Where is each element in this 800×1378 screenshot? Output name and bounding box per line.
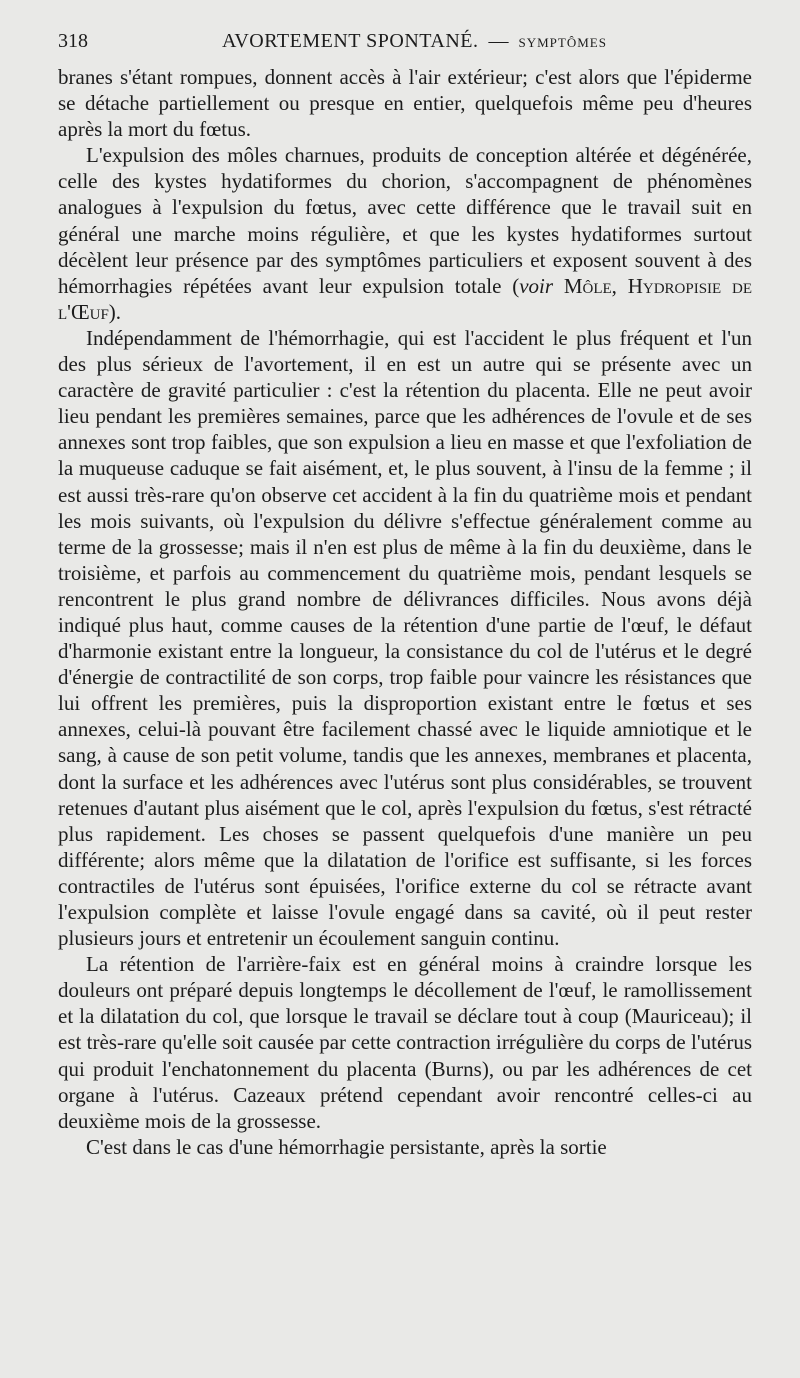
header-separator: — <box>488 30 509 52</box>
running-section: SYMPTÔMES <box>518 35 607 50</box>
page-body <box>58 64 752 1160</box>
cross-reference-voir: voir <box>519 273 554 298</box>
paragraph-continuation: branes s'étant rompues, donnent accès à l'air extérieur; c'est alors que l'épiderme se détache partiellement ou presque en entier, quelquefois même peu d'heures après la mort du fœtus. <box>58 65 752 142</box>
paragraph-retention-placenta: Indépendamment de l'hémorrhagie, qui est l'accident le plus fréquent et l'un des plus sérieux de l'avortement, il en est un autre qui se présente avec un caractère de gravité particulier : c'est la rétention du placenta. Elle ne peut avoir lieu pendant les premières semaines, parce que les adhérences de l'ovule et de ses annexes sont trop faibles, que son expulsion a lieu en masse et que l'exfoliation de la muqueuse caduque se fait aisément, et, le plus souvent, à l'insu de la femme ; il est aussi très-rare qu'on observe cet accident à la fin du quatrième mois et pendant les mois suivants, où l'expulsion du délivre s'effectue généralement comme au terme de la grossesse; mais il n'en est plus de même à la fin du deuxième, dans le troisième, et parfois au commencement du quatrième mois, pendant lesquels se rencontrent le plus grand nombre de délivrances difficiles. Nous avons déjà indiqué plus haut, comme causes de la rétention d'une partie de l'œuf, le défaut d'harmonie existant entre la longueur, la consistance du col de l'utérus et le degré d'énergie de contractilité de son corps, trop faible pour vaincre les résistances que lui offrent les premières, puis la disproportion existant entre le fœtus et ses annexes, celui-là pouvant être facilement chassé avec le liquide amniotique et le sang, à cause de son petit volume, tandis que les annexes, membranes et placenta, dont la surface et les adhérences avec l'utérus sont plus considérables, se trouvent retenues d'autant plus aisément que le col, après l'expulsion du fœtus, s'est rétracté plus rapidement. Les choses se passent quelquefois d'une manière un peu différente; alors même que la dilatation de l'orifice est suffisante, si les forces contractiles de l'utérus sont épuisées, l'orifice externe du col se rétracte avant l'expulsion complète et laisse l'ovule engagé dans sa cavité, où il peut rester plusieurs jours et entretenir un écoulement sanguin continu. <box>58 325 752 951</box>
cross-reference-target: Môle, Hydropisie de l'Œuf <box>58 273 752 324</box>
paragraph-moles <box>58 142 752 325</box>
paragraph-moles-text: L'expulsion des môles charnues, produits de conception altérée et dégénérée, celle des kystes hydatiformes du chorion, s'accompagnent de phénomènes analogues à l'expulsion du fœtus, avec cette différence que le travail suit en général une marche moins régulière, et que les kystes hydatiformes surtout décèlent leur présence par des symptômes particuliers et exposent souvent à des hémorrhagies répétées avant leur expulsion totale ( <box>58 143 752 298</box>
running-title: AVORTEMENT SPONTANÉ. <box>222 30 479 52</box>
paragraph-arriere-faix: La rétention de l'arrière-faix est en général moins à craindre lorsque les douleurs ont préparé depuis longtemps le décollement de l'œuf, le ramollissement et la dilatation du col, que lorsque le travail se déclare tout à coup (Mauriceau); il est très-rare qu'elle soit causée par cette contraction irrégulière du corps de l'utérus qui produit l'enchatonnement du placenta (Burns), ou par les adhérences de cet organe à l'utérus. Cazeaux prétend cependant avoir rencontré celles-ci au deuxième mois de la grossesse. <box>58 952 752 1133</box>
paragraph-moles-end: ). <box>108 299 122 324</box>
running-header <box>58 30 752 64</box>
page-number: 318 <box>58 30 88 52</box>
paragraph-hemorrhagie: C'est dans le cas d'une hémorrhagie persistante, après la sortie <box>86 1134 607 1159</box>
